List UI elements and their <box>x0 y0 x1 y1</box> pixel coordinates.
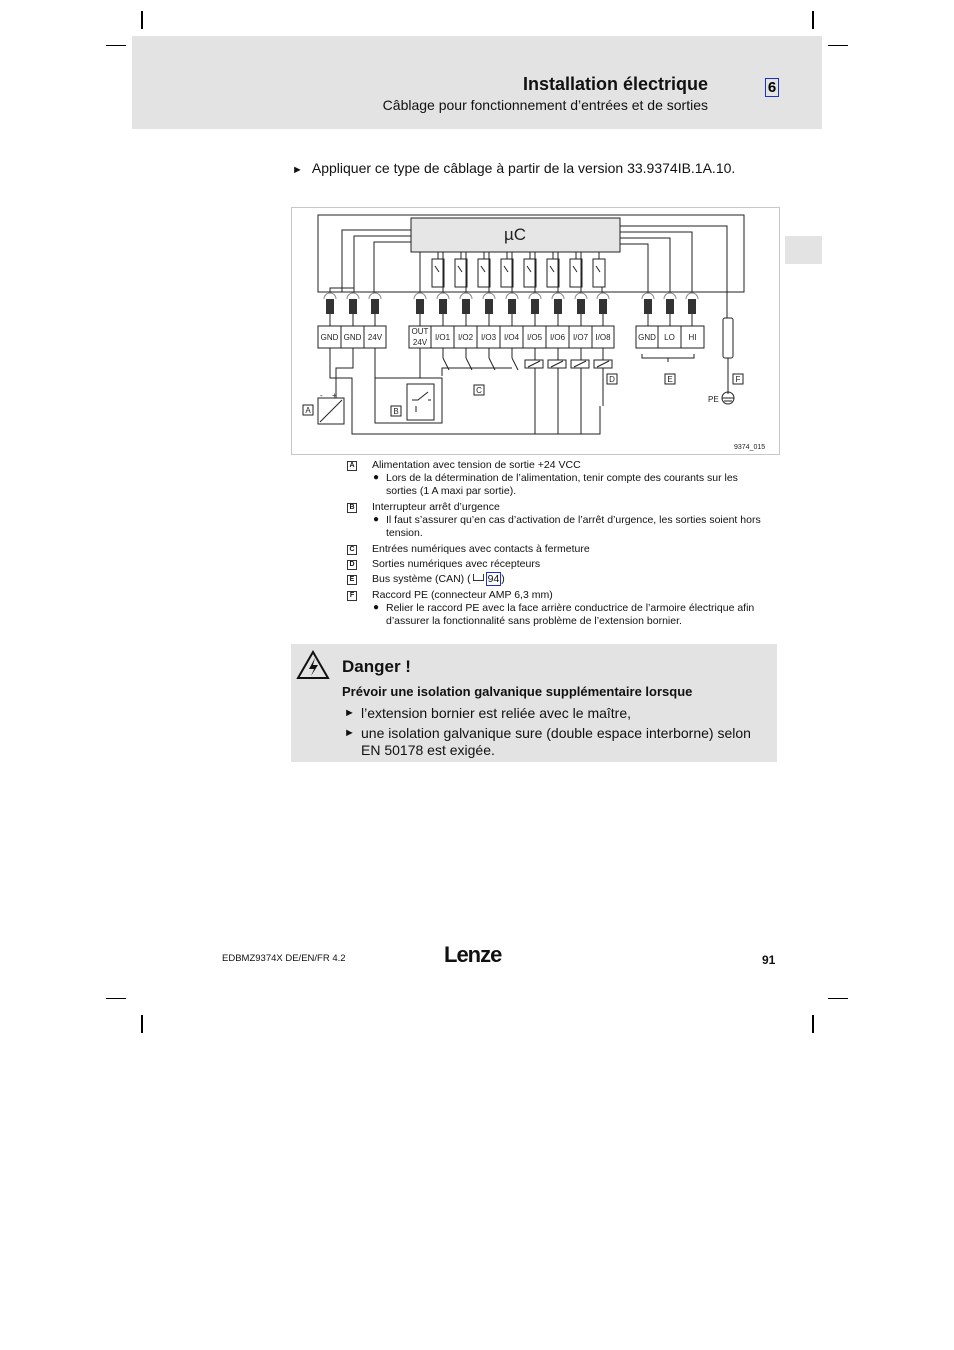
footer-doc-id: EDBMZ9374X DE/EN/FR 4.2 <box>222 953 346 964</box>
svg-text:A: A <box>305 406 311 415</box>
arrow-icon: ► <box>344 707 355 719</box>
wiring-diagram-svg <box>292 208 779 454</box>
bullet-icon: ● <box>373 514 380 525</box>
power-supply-a <box>318 391 344 424</box>
pe-label: PE <box>708 395 719 404</box>
mc-label: µC <box>503 225 527 244</box>
figure-id: 9374_015 <box>734 444 766 451</box>
output-receivers <box>525 360 612 368</box>
key-badge: E <box>347 575 357 585</box>
page-title: Installation électrique <box>522 74 708 94</box>
danger-title: Danger ! <box>342 657 411 676</box>
intro-line <box>292 160 735 176</box>
svg-text:-: - <box>320 391 323 400</box>
page-subtitle: Câblage pour fonctionnement d’entrées et de sorties <box>382 97 708 113</box>
legend-text: Entrées numériques avec contacts à fermeture <box>372 543 590 555</box>
terminal-gnd2: GND <box>343 333 362 342</box>
terminal-io3: I/O3 <box>480 333 497 342</box>
emergency-stop-b <box>407 384 434 420</box>
lenze-logo: Lenze <box>444 942 502 967</box>
crop-mark <box>812 1015 814 1033</box>
arrow-icon: ► <box>344 727 355 739</box>
book-icon <box>473 574 484 581</box>
danger-subtitle: Prévoir une isolation galvanique supplémentaire lorsque <box>342 684 693 699</box>
svg-text:C: C <box>476 386 482 395</box>
legend-sub-text: Lors de la détermination de l’alimentation, tenir compte des courants sur les sorties (1 A maxi par sortie). <box>386 472 738 497</box>
crop-mark <box>106 45 126 46</box>
svg-text:E: E <box>667 375 673 384</box>
diagram-keys <box>303 374 743 416</box>
crop-mark <box>828 998 848 999</box>
terminal-io7: I/O7 <box>572 333 589 342</box>
terminal-can-gnd: GND <box>638 333 656 342</box>
legend-text: Interrupteur arrêt d’urgence <box>372 501 500 513</box>
terminal-can-lo: LO <box>664 333 675 342</box>
transistor-stages <box>420 252 605 287</box>
legend-text: Alimentation avec tension de sortie +24 VCC <box>372 459 581 471</box>
legend-text: Sorties numériques avec récepteurs <box>372 558 541 570</box>
terminal-io4: I/O4 <box>503 333 520 342</box>
arrow-icon: ► <box>292 164 303 176</box>
terminal-io5: I/O5 <box>526 333 543 342</box>
legend-sub-text: Il faut s’assurer qu’en cas d’activation de l’arrêt d’urgence, les sorties soient hors tension. <box>386 514 761 539</box>
terminal-out-24v: 24V <box>412 338 428 347</box>
key-badge: A <box>347 461 357 471</box>
legend-text: Raccord PE (connecteur AMP 6,3 mm) <box>372 589 553 601</box>
terminal-io8: I/O8 <box>595 333 611 342</box>
key-badge: D <box>347 560 357 570</box>
bullet-icon: ● <box>373 472 380 483</box>
connector-pins <box>326 299 696 314</box>
crop-mark <box>106 998 126 999</box>
terminal-io1: I/O1 <box>434 333 451 342</box>
svg-text:+: + <box>332 391 337 400</box>
page-ref-link[interactable]: 94 <box>487 573 500 585</box>
key-badge: C <box>347 545 357 555</box>
side-tab <box>785 236 822 264</box>
svg-text:D: D <box>609 375 615 384</box>
danger-box: Danger ! Prévoir une isolation galvanique supplémentaire lorsque ► l’extension bornier est reliée avec le maître, ► une isolation galvanique sure (double espace interborne) selon EN 50178 est exigée. <box>291 644 777 762</box>
terminal-24v: 24V <box>367 333 383 342</box>
legend-sub-text: Relier le raccord PE avec la face arrière conductrice de l’armoire électrique afin d’assurer la fonctionnalité sans problème de l’extension bornier. <box>386 602 755 627</box>
terminal-io6: I/O6 <box>549 333 566 342</box>
warning-triangle-icon <box>296 650 330 680</box>
key-badge: B <box>347 503 357 513</box>
crop-mark <box>141 1015 143 1033</box>
bullet-icon: ● <box>373 602 380 613</box>
terminal-out: OUT <box>411 327 429 336</box>
svg-text:B: B <box>393 407 399 416</box>
header-band <box>132 36 822 129</box>
pin-links <box>330 314 692 326</box>
intro-text: Appliquer ce type de câblage à partir de la version 33.9374IB.1A.10. <box>311 160 736 176</box>
terminal-gnd1: GND <box>320 333 339 342</box>
terminal-can-hi: HI <box>688 333 697 342</box>
terminal-io2: I/O2 <box>457 333 474 342</box>
crop-mark <box>828 45 848 46</box>
key-badge: F <box>347 591 357 601</box>
legend-text: Bus système (CAN) ( <box>372 573 471 585</box>
crop-mark <box>141 11 143 29</box>
chapter-link[interactable]: 6 <box>765 78 779 97</box>
wiring-diagram <box>291 207 780 455</box>
svg-text:F: F <box>735 375 741 384</box>
internal-wires <box>342 230 411 292</box>
crop-mark <box>812 11 814 29</box>
page-number: 91 <box>762 953 776 967</box>
